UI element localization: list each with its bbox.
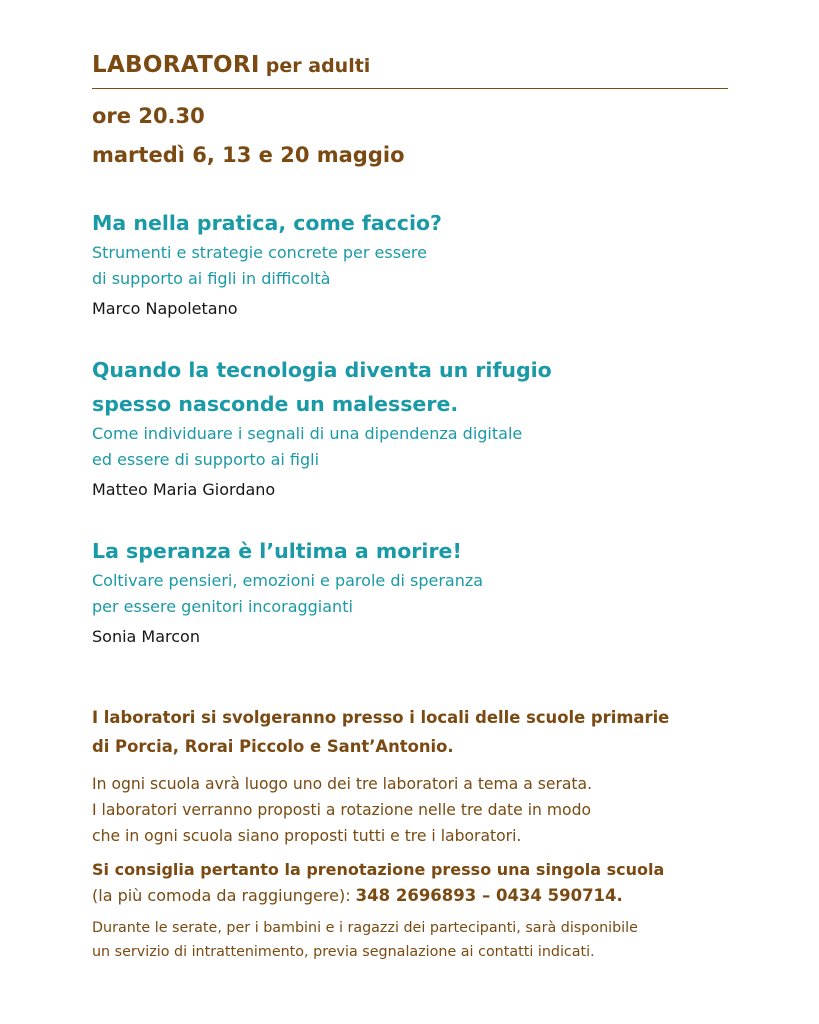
workshop-subtitle-line: Coltivare pensieri, emozioni e parole di speranza xyxy=(92,571,484,590)
workshop-author: Sonia Marcon xyxy=(92,627,200,646)
workshop-1 xyxy=(92,206,732,320)
workshop-3 xyxy=(92,534,732,648)
section-header xyxy=(92,48,728,89)
workshop-subtitle-line: ed essere di supporto ai figli xyxy=(92,450,320,469)
schedule-time: ore 20.30 xyxy=(92,104,205,128)
workshop-title xyxy=(92,353,732,421)
workshop-author: Marco Napoletano xyxy=(92,299,238,318)
note-line: Durante le serate, per i bambini e i ragazzi dei partecipanti, sarà disponibile xyxy=(92,920,638,936)
workshop-subtitle-line: per essere genitori incoraggianti xyxy=(92,597,353,616)
booking-line: Si consiglia pertanto la prenotazione presso una singola scuola xyxy=(92,860,665,879)
rotation-line: In ogni scuola avrà luogo uno dei tre laboratori a tema a serata. xyxy=(92,775,593,793)
booking-phones: 348 2696893 – 0434 590714. xyxy=(355,886,623,905)
section-title xyxy=(92,52,370,78)
rotation-line: che in ogni scuola siano proposti tutti e tre i laboratori. xyxy=(92,827,522,845)
workshop-subtitle-line: Come individuare i segnali di una dipendenza digitale xyxy=(92,424,523,443)
booking-info xyxy=(92,857,732,909)
note-line: un servizio di intrattenimento, previa segnalazione ai contatti indicati. xyxy=(92,944,595,960)
location-line: I laboratori si svolgeranno presso i locali delle scuole primarie xyxy=(92,708,670,727)
header-title: LABORATORI xyxy=(92,52,260,78)
workshop-subtitle xyxy=(92,421,732,473)
schedule xyxy=(92,97,405,175)
location-line: di Porcia, Rorai Piccolo e Sant’Antonio. xyxy=(92,737,454,756)
schedule-dates: martedì 6, 13 e 20 maggio xyxy=(92,143,405,167)
entertainment-note xyxy=(92,916,732,964)
header-subtitle: per adulti xyxy=(265,55,371,77)
rotation-info xyxy=(92,771,732,849)
booking-prefix: (la più comoda da raggiungere): xyxy=(92,886,356,905)
workshop-subtitle-line: Strumenti e strategie concrete per essere xyxy=(92,243,427,262)
workshop-subtitle-line: di supporto ai figli in difficoltà xyxy=(92,269,331,288)
workshop-title-line: Quando la tecnologia diventa un rifugio xyxy=(92,358,552,382)
workshop-title xyxy=(92,534,732,568)
workshop-author: Matteo Maria Giordano xyxy=(92,480,276,499)
workshop-title xyxy=(92,206,732,240)
workshop-title-line: spesso nasconde un malessere. xyxy=(92,392,459,416)
info-block xyxy=(92,703,732,964)
workshop-title-line: La speranza è l’ultima a morire! xyxy=(92,539,462,563)
booking-line xyxy=(92,883,732,909)
workshop-subtitle xyxy=(92,568,732,620)
rotation-line: I laboratori verranno proposti a rotazione nelle tre date in modo xyxy=(92,801,592,819)
workshop-2 xyxy=(92,353,732,501)
workshop-title-line: Ma nella pratica, come faccio? xyxy=(92,211,442,235)
location-info xyxy=(92,703,732,761)
workshop-subtitle xyxy=(92,240,732,292)
